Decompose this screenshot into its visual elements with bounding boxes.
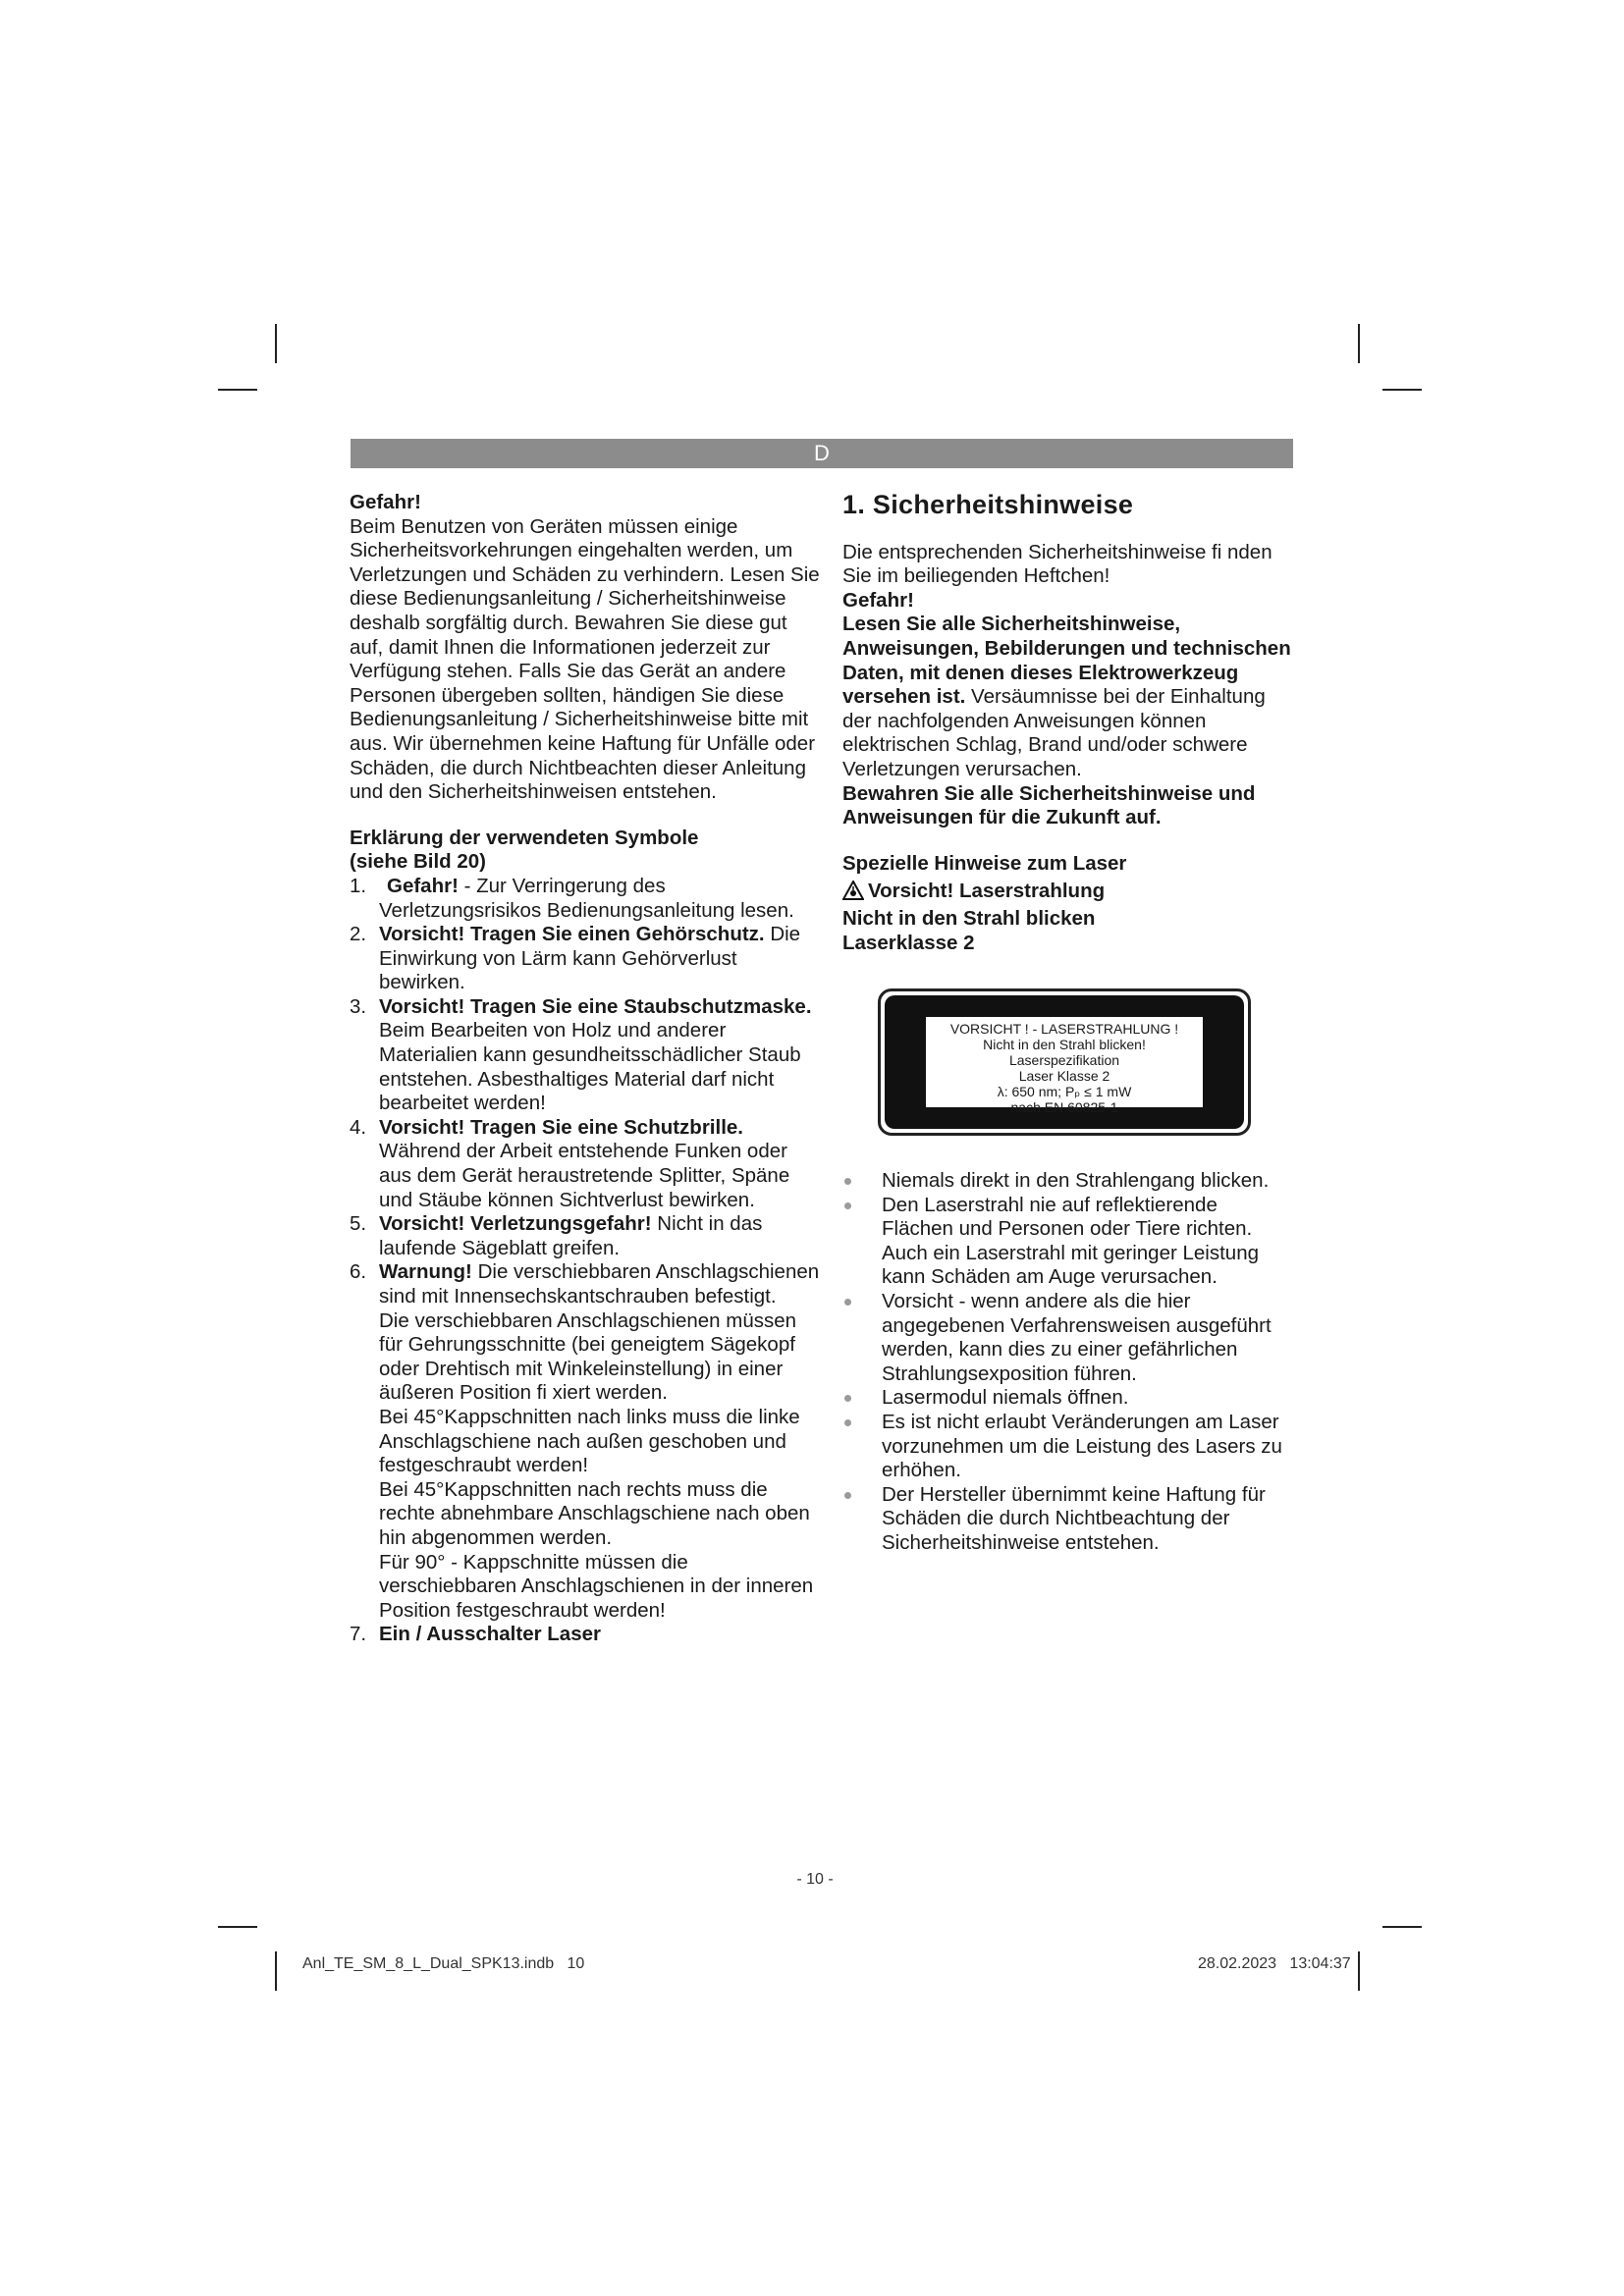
- label-line: Nicht in den Strahl blicken!: [983, 1037, 1146, 1053]
- keep-instructions: Bewahren Sie alle Sicherheitshinweise und Anweisungen für die Zukunft auf.: [842, 781, 1256, 829]
- item-number: 6.: [350, 1260, 367, 1284]
- item-number: 5.: [350, 1212, 367, 1236]
- label-line: Laserspezifikation: [1008, 1052, 1120, 1069]
- item-text: Beim Bearbeiten von Holz und anderer Materialien kann gesundheitsschädlicher Staub entstehen. Asbesthaltiges Material darf nicht bearbeitet werden!: [379, 1019, 801, 1115]
- item-bold: Vorsicht! Verletzungsgefahr!: [379, 1212, 652, 1236]
- item-extra: Bei 45°Kappschnitten nach rechts muss die rechte abnehmbare Anschlagschiene nach oben hin abgenommen werden.: [379, 1477, 810, 1549]
- list-item: [350, 1116, 821, 1212]
- danger-title-right: Gefahr!: [842, 588, 914, 612]
- item-bold: Vorsicht! Tragen Sie eine Schutzbrille.: [379, 1115, 743, 1139]
- item-number: 2.: [350, 923, 367, 946]
- label-line: λ: 650 nm; Pₚ ≤ 1 mW: [997, 1084, 1132, 1100]
- crop-mark-top-left-v: [275, 324, 277, 363]
- language-label: D: [814, 441, 830, 465]
- symbols-list: [350, 875, 821, 1647]
- page-number: - 10 -: [796, 1871, 834, 1888]
- crop-mark-bottom-right-h: [1382, 1926, 1422, 1928]
- label-line: VORSICHT ! - LASERSTRAHLUNG !: [949, 1021, 1179, 1038]
- item-text: - Zur Verringerung des Verletzungsrisikos Bedienungsanleitung lesen.: [379, 874, 794, 922]
- laser-warning: Vorsicht! Laserstrahlung: [868, 880, 1106, 903]
- right-column: [842, 491, 1294, 1556]
- list-item: Es ist nicht erlaubt Veränderungen am Laser vorzunehmen um die Leistung des Lasers zu erhöhen.: [842, 1411, 1294, 1483]
- item-bold: Vorsicht! Tragen Sie eine Staubschutzmaske.: [379, 994, 812, 1018]
- crop-mark-top-left-h: [218, 389, 257, 391]
- crop-mark-top-right-v: [1358, 324, 1360, 363]
- left-column: [350, 491, 821, 1647]
- date-time: 28.02.2023 13:04:37: [1198, 1955, 1351, 1972]
- item-number: 1.: [350, 874, 367, 897]
- list-item: Den Laserstrahl nie auf reflektierende Flächen und Personen oder Tiere richten. Auch ein Laserstrahl mit geringer Leistung kann Schäden am Auge verursachen.: [842, 1194, 1294, 1290]
- danger-bold-text: Lesen Sie alle Sicherheitshinweise, Anweisungen, Bebilderungen und technischen Daten, mit denen dieses Elektrowerkzeug versehen ist.: [842, 613, 1291, 709]
- item-text: Die verschiebbaren Anschlagschienen sind mit Innensechskantschrauben befestigt.: [379, 1260, 820, 1308]
- list-item: Vorsicht - wenn andere als die hier angegebenen Verfahrensweisen ausgeführt werden, kann dies zu einer gefährlichen Strahlungsexposition führen.: [842, 1290, 1294, 1386]
- list-item: [350, 1260, 821, 1623]
- list-item: Niemals direkt in den Strahlengang blicken.: [842, 1169, 1294, 1194]
- laser-warning-label: [878, 988, 1251, 1136]
- item-text: Nicht in das laufende Sägeblatt greifen.: [379, 1212, 763, 1259]
- item-bold: Ein / Ausschalter Laser: [379, 1623, 601, 1646]
- item-number: 7.: [350, 1623, 367, 1646]
- item-text: Die Einwirkung von Lärm kann Gehörverlust bewirken.: [379, 923, 801, 994]
- warning-triangle-icon: [842, 881, 864, 907]
- intro-text: Die entsprechenden Sicherheitshinweise fi nden Sie im beiliegenden Heftchen!: [842, 540, 1272, 588]
- item-bold: Vorsicht! Tragen Sie einen Gehörschutz.: [379, 923, 765, 946]
- list-item: [350, 995, 821, 1116]
- crop-mark-top-right-h: [1382, 389, 1422, 391]
- symbols-subtitle: (siehe Bild 20): [350, 850, 486, 874]
- crop-mark-bottom-left-v: [275, 1951, 277, 1991]
- laser-class: Laserklasse 2: [842, 931, 975, 954]
- item-number: 3.: [350, 994, 367, 1018]
- file-name: Anl_TE_SM_8_L_Dual_SPK13.indb 10: [302, 1955, 585, 1972]
- laser-section-title: Spezielle Hinweise zum Laser: [842, 851, 1127, 875]
- item-text: Während der Arbeit entstehende Funken oder aus dem Gerät heraustretende Splitter, Späne und Stäube können Sichtverlust bewirken.: [379, 1140, 790, 1211]
- list-item: Der Hersteller übernimmt keine Haftung für Schäden die durch Nichtbeachtung der Sicherheitshinweise entstehen.: [842, 1483, 1294, 1556]
- crop-mark-bottom-right-v: [1358, 1951, 1360, 1991]
- symbols-title: Erklärung der verwendeten Symbole: [350, 826, 699, 849]
- laser-bullet-list: [842, 1169, 1294, 1556]
- item-extra: Bei 45°Kappschnitten nach links muss die linke Anschlagschiene nach außen geschoben und festgeschraubt werden!: [379, 1405, 800, 1477]
- list-item: Lasermodul niemals öffnen.: [842, 1386, 1294, 1411]
- section-heading: 1. Sicherheitshinweise: [842, 490, 1134, 519]
- language-header-bar: [351, 439, 1293, 468]
- list-item: [350, 1623, 821, 1647]
- danger-title: Gefahr!: [350, 491, 421, 513]
- crop-mark-bottom-left-h: [218, 1926, 257, 1928]
- danger-normal-text: Versäumnisse bei der Einhaltung der nachfolgenden Anweisungen können elektrischen Schlag, Brand und/oder schwere Verletzungen verursachen.: [842, 685, 1266, 780]
- list-item: [350, 875, 821, 923]
- item-extra: Die verschiebbaren Anschlagschienen müssen für Gehrungsschnitte (bei geneigtem Sägekopf oder Drehtisch mit Winkeleinstellung) in einer äußeren Position fi xiert werden.: [379, 1308, 797, 1405]
- item-bold: Warnung!: [379, 1260, 472, 1284]
- label-line: Laser Klasse 2: [1018, 1068, 1110, 1085]
- item-bold: Gefahr!: [387, 874, 459, 897]
- item-number: 4.: [350, 1115, 367, 1139]
- item-extra: Für 90° - Kappschnitte müssen die verschiebbaren Anschlagschienen in der inneren Position festgeschraubt werden!: [379, 1550, 814, 1622]
- label-line: nach EN 60825-1: [1010, 1099, 1118, 1116]
- danger-paragraph: Beim Benutzen von Geräten müssen einige Sicherheitsvorkehrungen eingehalten werden, um Verletzungen und Schäden zu verhindern. Lesen Sie diese Bedienungsanleitung / Sicherheitshinweise deshalb sorgfältig durch. Bewahren Sie diese gut auf, damit Ihnen die Informationen jederzeit zur Verfügung stehen. Falls Sie das Gerät an andere Personen übergeben sollten, händigen Sie diese Bedienungsanleitung / Sicherheitshinweise bitte mit aus. Wir übernehmen keine Haftung für Unfälle oder Schäden, die durch Nichtbeachten dieser Anleitung und den Sicherheitshinweisen entstehen.: [350, 514, 820, 804]
- list-item: [350, 1212, 821, 1260]
- list-item: [350, 923, 821, 995]
- laser-no-look: Nicht in den Strahl blicken: [842, 906, 1096, 930]
